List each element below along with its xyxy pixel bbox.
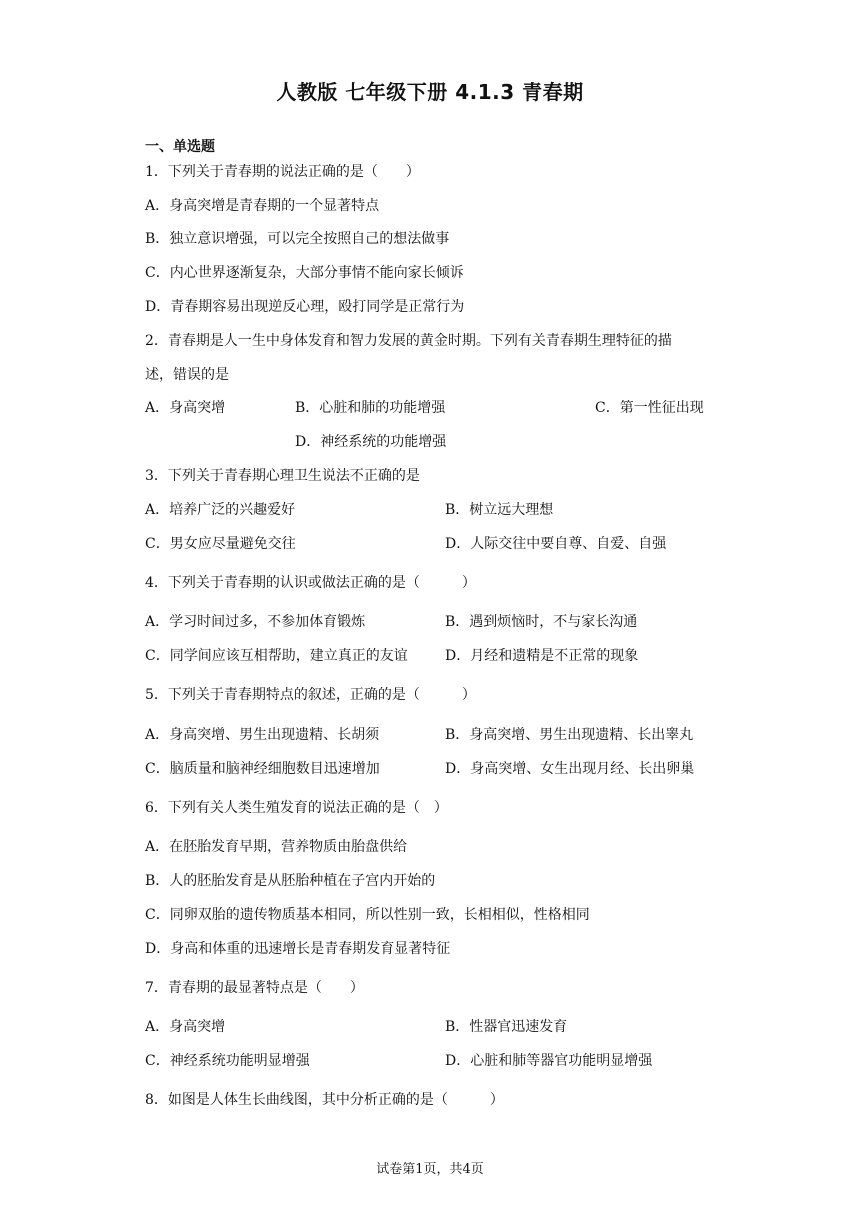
question-2-stem-line-1: 2．青春期是人一生中身体发育和智力发展的黄金时期。下列有关青春期生理特征的描 — [145, 333, 672, 349]
question-7-option-d: D．心脏和肺等器官功能明显增强 — [445, 1053, 653, 1069]
question-7-option-b: B．性器官迅速发育 — [445, 1019, 568, 1035]
question-7-option-a: A．身高突增 — [145, 1019, 226, 1035]
question-4-option-a: A．学习时间过多，不参加体育锻炼 — [145, 614, 366, 630]
question-3-option-c: C．男女应尽量避免交往 — [145, 536, 296, 552]
question-6-option-a: A．在胚胎发育早期，营养物质由胎盘供给 — [145, 839, 408, 855]
question-2-option-b: B．心脏和肺的功能增强 — [295, 400, 446, 416]
question-4-option-c: C．同学间应该互相帮助，建立真正的友谊 — [145, 648, 408, 664]
question-4-option-d: D．月经和遗精是不正常的现象 — [445, 648, 639, 664]
question-4-option-b: B．遇到烦恼时，不与家长沟通 — [445, 614, 638, 630]
question-8-stem: 8．如图是人体生长曲线图，其中分析正确的是（ ） — [145, 1092, 504, 1108]
question-3-stem: 3．下列关于青春期心理卫生说法不正确的是 — [145, 468, 420, 484]
page-footer: 试卷第1页，共4页 — [376, 1162, 484, 1177]
question-2-option-a: A．身高突增 — [145, 400, 226, 416]
question-4-stem: 4．下列关于青春期的认识或做法正确的是（ ） — [145, 575, 476, 591]
question-7-stem: 7．青春期的最显著特点是（ ） — [145, 980, 364, 996]
question-6-option-d: D．身高和体重的迅速增长是青春期发育显著特征 — [145, 941, 451, 957]
question-6-option-c: C．同卵双胎的遗传物质基本相同，所以性别一致，长相相似，性格相同 — [145, 907, 590, 923]
question-3-option-b: B．树立远大理想 — [445, 502, 554, 518]
question-7-option-c: C．神经系统功能明显增强 — [145, 1053, 310, 1069]
question-5-option-c: C．脑质量和脑神经细胞数目迅速增加 — [145, 761, 380, 777]
question-2-option-c: C．第一性征出现 — [595, 400, 704, 416]
section-heading: 一、单选题 — [145, 139, 215, 155]
page-title: 人教版 七年级下册 4.1.3 青春期 — [276, 80, 584, 104]
question-2-stem-line-2: 述，错误的是 — [145, 367, 229, 383]
question-5-stem: 5．下列关于青春期特点的叙述，正确的是（ ） — [145, 687, 476, 703]
question-1-option-d: D．青春期容易出现逆反心理，殴打同学是正常行为 — [145, 299, 465, 315]
question-5-option-b: B．身高突增、男生出现遗精、长出睾丸 — [445, 727, 694, 743]
question-1-option-a: A．身高突增是青春期的一个显著特点 — [145, 198, 380, 214]
question-5-option-d: D．身高突增、女生出现月经、长出卵巢 — [445, 761, 695, 777]
question-6-stem: 6．下列有关人类生殖发育的说法正确的是（ ） — [145, 800, 448, 816]
question-5-option-a: A．身高突增、男生出现遗精、长胡须 — [145, 727, 380, 743]
question-1-option-c: C．内心世界逐渐复杂，大部分事情不能向家长倾诉 — [145, 265, 464, 281]
question-1-option-b: B．独立意识增强，可以完全按照自己的想法做事 — [145, 231, 450, 247]
question-1-stem: 1．下列关于青春期的说法正确的是（ ） — [145, 164, 420, 180]
question-3-option-d: D．人际交往中要自尊、自爱、自强 — [445, 536, 667, 552]
question-3-option-a: A．培养广泛的兴趣爱好 — [145, 502, 296, 518]
question-6-option-b: B．人的胚胎发育是从胚胎种植在子宫内开始的 — [145, 873, 436, 889]
question-2-option-d: D．神经系统的功能增强 — [295, 434, 447, 450]
